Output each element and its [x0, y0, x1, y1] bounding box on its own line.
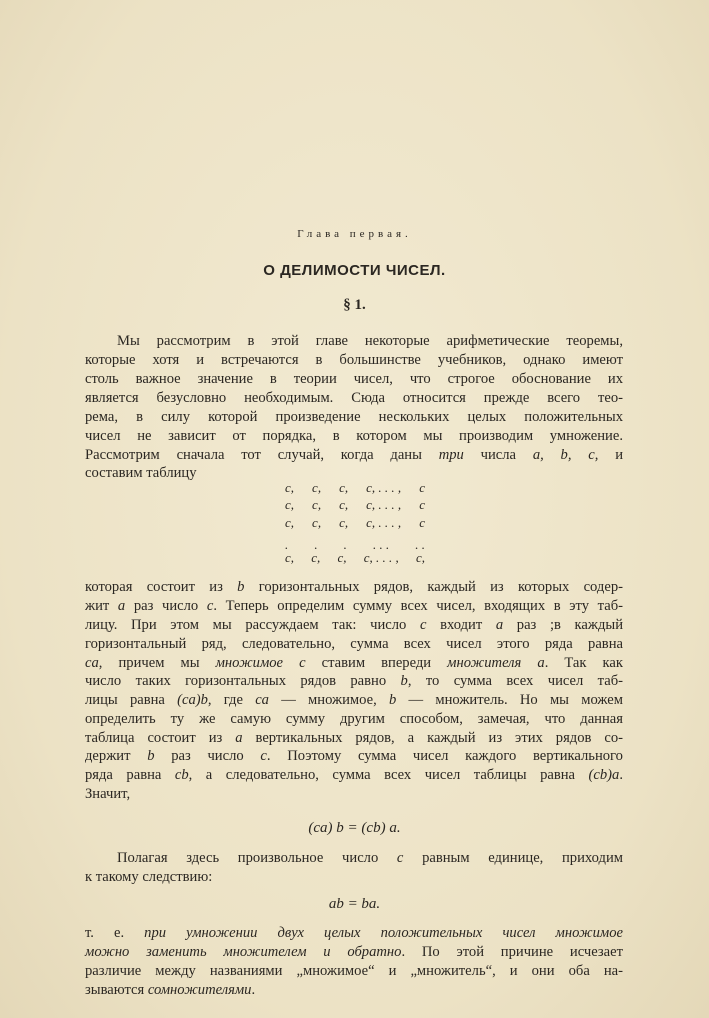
italic-text: (ca)b — [177, 692, 208, 708]
text-line — [85, 635, 623, 653]
table-cell: c — [419, 497, 425, 512]
italic-text: множимое c — [215, 655, 306, 671]
table-cell: c — [419, 480, 425, 495]
chapter-label: Глава первая. — [297, 228, 412, 240]
text: Значит, — [85, 786, 131, 802]
table-cell: c, . . . , — [363, 550, 399, 565]
text-line — [85, 747, 623, 765]
table-cell: c, . . . , — [366, 515, 402, 530]
italic-text: c — [260, 748, 267, 764]
table-cell: . — [314, 537, 318, 552]
table-row — [285, 480, 425, 496]
formula-associativity: (ca) b = (cb) a. — [308, 820, 401, 836]
text: горизонтальных рядов, каждый из которых содер- — [244, 579, 623, 595]
text: , причем мы — [98, 655, 216, 671]
text: держит — [85, 748, 148, 764]
text: ставим впереди — [305, 655, 448, 671]
italic-text: при умножении двух целых положительных чисел множимое — [144, 925, 623, 941]
text: . — [619, 767, 623, 783]
text-line — [85, 868, 623, 886]
table-cell: c, — [312, 497, 322, 512]
text: определить ту же самую сумму другим способом, замечая, что данная — [85, 711, 623, 727]
table-cell: . — [285, 537, 289, 552]
text-line — [85, 924, 623, 942]
text: которые хотя и встречаются в большинстве учебников, однако имеют — [85, 352, 623, 368]
chapter-title: О ДЕЛИМОСТИ ЧИСЕЛ. — [263, 262, 446, 279]
table-cell: . . . — [372, 537, 390, 552]
italic-text: a — [495, 617, 504, 633]
table-cell: c, — [312, 515, 322, 530]
text: , а следовательно, сумма всех чисел таблицы равна — [188, 767, 589, 783]
text: — множимое, — [268, 692, 389, 708]
italic-text: b — [237, 579, 245, 595]
text: Мы рассмотрим в этой главе некоторые арифметические теоремы, — [117, 333, 623, 349]
italic-text: ca — [255, 692, 269, 708]
table-cell: . — [343, 537, 347, 552]
text: ряда равна — [85, 767, 175, 783]
text-line — [85, 672, 623, 690]
text-line — [85, 785, 623, 803]
text-line — [85, 446, 623, 464]
text: вертикальных рядов, а каждый из этих рядов со- — [242, 730, 623, 746]
section-number: § 1. — [343, 297, 366, 313]
italic-text: b — [147, 748, 155, 764]
text-line — [85, 981, 623, 999]
text: является безусловно необходимым. Сюда относится прежде всего тео- — [85, 390, 623, 406]
text: число таких горизонтальных рядов равно — [85, 673, 401, 689]
text: — множитель. Но мы можем — [396, 692, 623, 708]
text: , то сумма всех чисел таб- — [407, 673, 623, 689]
italic-text: можно заменить множителем и обратно — [85, 944, 402, 960]
table-row — [285, 550, 425, 566]
text: горизонтальный ряд, следовательно, сумма всех чисел этого ряда равна — [85, 636, 623, 652]
text: числа — [463, 447, 533, 463]
text: , где — [207, 692, 256, 708]
text: жит — [85, 598, 118, 614]
text-line — [85, 616, 623, 634]
text: . — [251, 982, 256, 998]
text: рема, в силу которой произведение нескольких целых положительных — [85, 409, 623, 425]
text: раз число — [125, 598, 207, 614]
table-cell: c, — [285, 550, 295, 565]
text: . Так как — [544, 655, 623, 671]
text: т. е. — [85, 925, 145, 941]
table-cell: c, — [339, 497, 349, 512]
table-cell: c, . . . , — [366, 497, 402, 512]
text-line — [85, 597, 623, 615]
italic-text: a, b, c, — [532, 447, 599, 463]
text: составим таблицу — [85, 465, 197, 481]
table-cell: c, — [311, 550, 321, 565]
italic-text: a — [117, 598, 126, 614]
text-line — [85, 766, 623, 784]
text: которая состоит из — [85, 579, 238, 595]
italic-text: c — [396, 850, 404, 866]
text: Рассмотрим сначала тот случай, когда даны — [85, 447, 439, 463]
text-line — [85, 962, 623, 980]
italic-text: три — [438, 447, 464, 463]
italic-text: (cb)a — [588, 767, 620, 783]
text: Полагая здесь произвольное число — [117, 850, 397, 866]
text: к такому следствию: — [85, 869, 213, 885]
table-cell: c, — [339, 480, 349, 495]
text-line — [85, 654, 623, 672]
text: различие между названиями „множимое“ и „множитель“, и они оба на- — [85, 963, 623, 979]
text: . Теперь определим сумму всех чисел, входящих в эту таб- — [213, 598, 623, 614]
text: лицу. При этом мы рассуждаем так: число — [85, 617, 420, 633]
table-cell: c — [419, 515, 425, 530]
text: зываются — [85, 982, 148, 998]
text-line — [85, 849, 623, 867]
text-line — [85, 710, 623, 728]
italic-text: b — [400, 673, 408, 689]
table-cell: c, . . . , — [366, 480, 402, 495]
text-line — [85, 332, 623, 350]
text: . По этой причине исчезает — [401, 944, 624, 960]
text-line — [85, 408, 623, 426]
table-row — [285, 515, 425, 531]
italic-text: c — [419, 617, 427, 633]
text-line — [85, 427, 623, 445]
text-line — [85, 729, 623, 747]
text-line — [85, 389, 623, 407]
text: и — [598, 447, 623, 463]
text-line — [85, 370, 623, 388]
italic-text: b — [388, 692, 397, 708]
text: . Поэтому сумма чисел каждого вертикального — [266, 748, 623, 764]
text: равным единице, приходим — [403, 850, 623, 866]
table-cell: c, — [337, 550, 347, 565]
italic-text: множителя a — [447, 655, 545, 671]
table-cell: . . — [415, 537, 425, 552]
text: раз ;в каждый — [503, 617, 624, 633]
text: раз число — [154, 748, 261, 764]
text-line — [85, 943, 623, 961]
text-line — [85, 691, 623, 709]
text: входит — [426, 617, 496, 633]
text: лицы равна — [85, 692, 178, 708]
table-cell: c, — [285, 497, 295, 512]
table-cell: c, — [339, 515, 349, 530]
table-row — [285, 497, 425, 513]
table-cell: c, — [285, 515, 295, 530]
table-cell: c, — [415, 550, 425, 565]
text: столь важное значение в теории чисел, что строгое обоснование их — [85, 371, 623, 387]
text-line — [85, 351, 623, 369]
text-line — [85, 578, 623, 596]
italic-text: ca — [85, 655, 99, 671]
table-cell: c, — [312, 480, 322, 495]
italic-text: c — [206, 598, 214, 614]
italic-text: cb — [174, 767, 189, 783]
italic-text: a — [235, 730, 243, 746]
formula-commutativity: ab = ba. — [328, 896, 381, 912]
table-cell: c, — [285, 480, 295, 495]
text: чисел не зависит от порядка, в котором мы производим умножение. — [85, 428, 623, 444]
italic-text: сомножителями — [147, 982, 252, 998]
text: таблица состоит из — [85, 730, 236, 746]
